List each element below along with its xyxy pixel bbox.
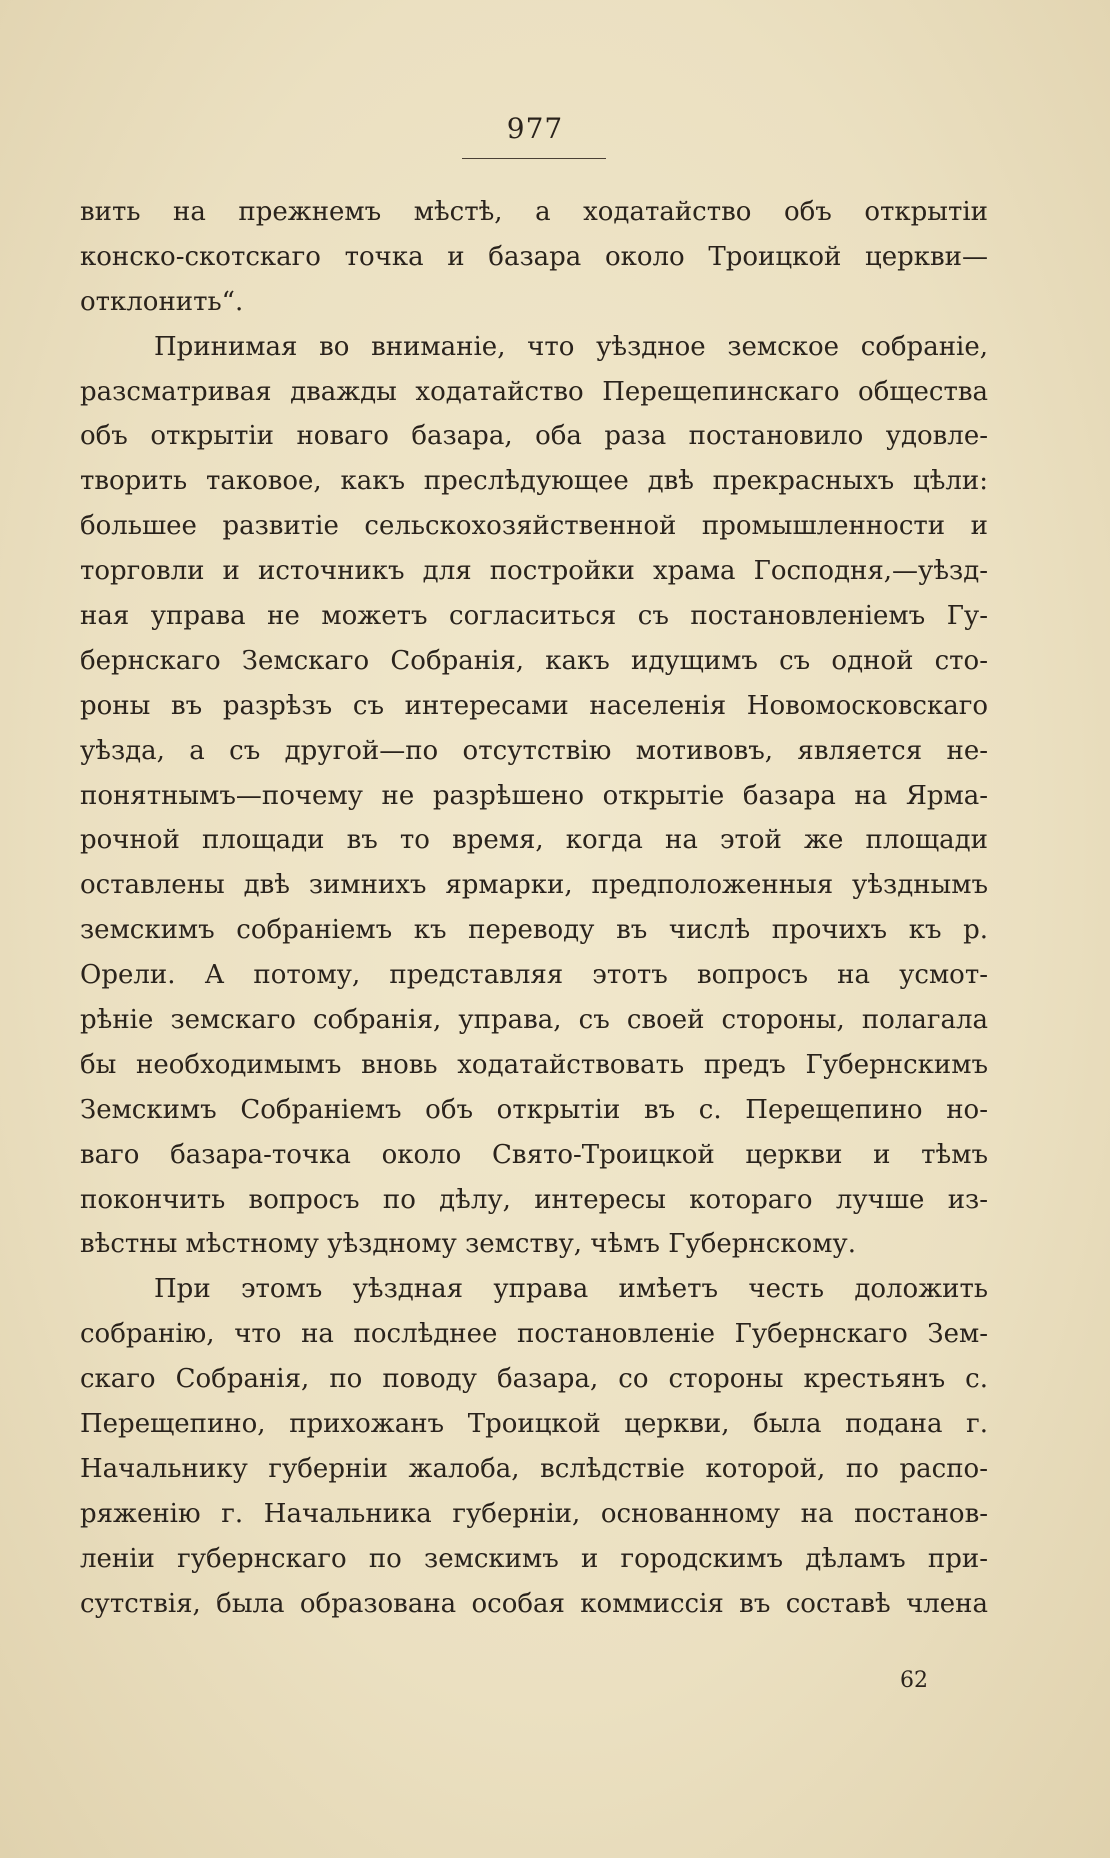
text-line: понятнымъ—почему не разрѣшено открытіе базара на Ярма- — [80, 780, 988, 811]
text-line: торговли и источникъ для постройки храма Господня,—уѣзд- — [80, 556, 988, 587]
page-number: 977 — [506, 112, 564, 145]
text-line: Принимая во вниманіе, что уѣздное земское собраніе, — [154, 331, 988, 362]
text-line: Земскимъ Собраніемъ объ открытіи въ с. Перещепино но- — [80, 1094, 988, 1125]
text-line: большее развитіе сельскохозяйственной промышленности и — [80, 511, 988, 542]
text-line: объ открытіи новаго базара, оба раза постановило удовле- — [80, 421, 988, 452]
text-line: разсматривая дважды ходатайство Перещепинскаго общества — [80, 376, 988, 407]
text-line: ряженію г. Начальника губерніи, основанному на постанов- — [80, 1498, 988, 1529]
text-line: уѣзда, а съ другой—по отсутствію мотивовъ, является не- — [80, 735, 988, 766]
text-line: оставлены двѣ зимнихъ ярмарки, предположенныя уѣзднымъ — [80, 870, 988, 901]
text-line: вѣстны мѣстному уѣздному земству, чѣмъ Губернскому. — [80, 1229, 856, 1260]
text-line: скаго Собранія, по поводу базара, со стороны крестьянъ с. — [80, 1364, 988, 1395]
text-line: Начальнику губерніи жалоба, вслѣдствіе которой, по распо- — [80, 1453, 988, 1484]
text-line: творить таковое, какъ преслѣдующее двѣ прекрасныхъ цѣли: — [80, 466, 988, 497]
text-line: Орели. А потому, представляя этотъ вопросъ на усмот- — [80, 960, 988, 991]
text-line: бы необходимымъ вновь ходатайствовать предъ Губернскимъ — [80, 1049, 988, 1080]
text-line: сутствія, была образована особая коммиссія въ составѣ члена — [80, 1588, 988, 1619]
header-rule — [462, 158, 606, 159]
text-line: конско-скотскаго точка и базара около Троицкой церкви— — [80, 241, 988, 272]
text-line: ваго базара-точка около Свято-Троицкой церкви и тѣмъ — [80, 1139, 988, 1170]
text-line: земскимъ собраніемъ къ переводу въ числѣ прочихъ къ р. — [80, 915, 988, 946]
text-line: вить на прежнемъ мѣстѣ, а ходатайство объ открытіи — [80, 197, 988, 227]
text-line: покончить вопросъ по дѣлу, интересы котораго лучше из- — [80, 1184, 988, 1215]
body-text — [80, 190, 988, 1627]
text-line: леніи губернскаго по земскимъ и городскимъ дѣламъ при- — [80, 1543, 988, 1574]
text-line: бернскаго Земскаго Собранія, какъ идущимъ съ одной сто- — [80, 645, 988, 676]
text-line: При этомъ уѣздная управа имѣетъ честь доложить — [154, 1274, 988, 1305]
text-line: рѣніе земскаго собранія, управа, съ своей стороны, полагала — [80, 1005, 988, 1036]
text-line: роны въ разрѣзъ съ интересами населенія Новомосковскаго — [80, 690, 988, 721]
signature-mark: 62 — [900, 1668, 928, 1693]
text-line: отклонить“. — [80, 286, 244, 317]
text-line: собранію, что на послѣднее постановленіе Губернскаго Зем- — [80, 1319, 988, 1350]
text-line: рочной площади въ то время, когда на этой же площади — [80, 825, 988, 856]
text-line: Перещепино, прихожанъ Троицкой церкви, была подана г. — [80, 1409, 988, 1440]
text-line: ная управа не можетъ согласиться съ постановленіемъ Гу- — [80, 601, 988, 632]
